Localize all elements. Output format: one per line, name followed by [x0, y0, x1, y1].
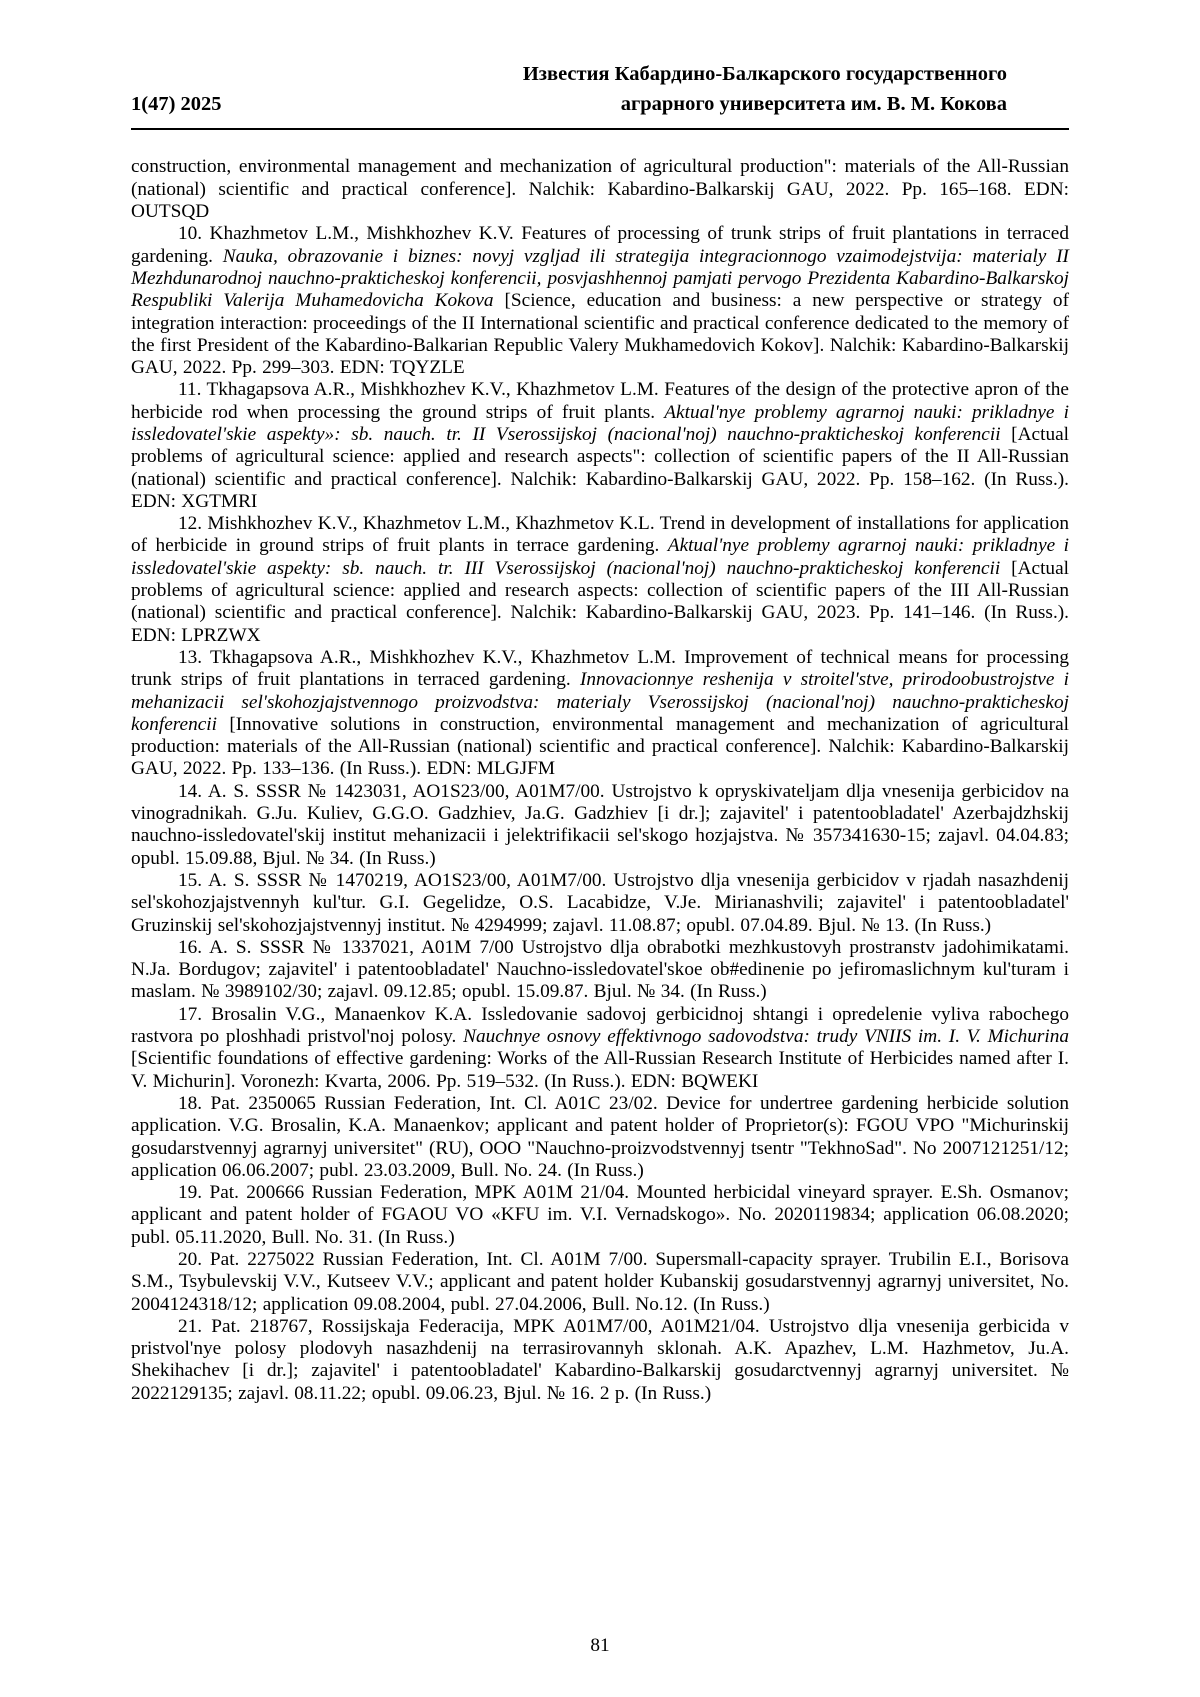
reference-text: 13. Tkhagapsova A.R., Mishkhozhev K.V., Khazhmetov L.M. Improvement of technical means for processing trunk strips of fruit plantations in terraced gardening.: [131, 646, 1069, 691]
journal-title-line2: аграрного университета им. В. М. Кокова: [620, 92, 1007, 115]
source-title-italic: Aktual'nye problemy agrarnoj nauki: prikladnye i issledovatel'skie aspekty: sb. nauch. tr. III Vserossijskoj (nacional'noj) nauchno-prakticheskoj konferencii: [131, 535, 1069, 579]
reference-text: 20. Pat. 2275022 Russian Federation, Int. Cl. A01M 7/00. Supersmall-capacity sprayer. Trubilin E.I., Borisova S.M., Tsybulevskij V.V., Kutseev V.V.; applicant and patent holder Kubanskij gosudarstvennyj agrarnyj universitet, No. 2004124318/12; application 09.08.2004, publ. 27.04.2006, Bull. No.12. (In Russ.): [131, 1248, 1069, 1315]
reference-list: [131, 156, 1069, 1405]
reference-text: 12. Mishkhozhev K.V., Khazhmetov L.M., Khazhmetov K.L. Trend in development of installations for application of herbicide in ground strips of fruit plants in terrace gardening.: [131, 513, 1069, 557]
reference-text: 16. A. S. SSSR № 1337021, A01M 7/00 Ustrojstvo dlja obrabotki mezhkustovyh prostranstv jadohimikatami. N.Ja. Bordugov; zajavitel' i patentoobladatel' Nauchno-issledovatel'skoe ob#edinenie po jefiromaslichnym kul'turam i maslam. № 3989102/30; zajavl. 09.12.85; opubl. 15.09.87. Bjul. № 34. (In Russ.): [131, 936, 1069, 1003]
reference-item: [131, 1316, 1069, 1405]
journal-title-line1: Известия Кабардино-Балкарского государственного: [522, 63, 1007, 85]
reference-item: [131, 1249, 1069, 1316]
journal-title: [523, 60, 1069, 119]
reference-text: 17. Brosalin V.G., Manaenkov K.A. Issledovanie sadovoj gerbicidnoj shtangi i opredelenie vyliva rabochego rastvora po ploshhadi pristvol'noj polosy.: [131, 1003, 1069, 1048]
issue-number: 1(47) 2025: [131, 93, 222, 116]
reference-text: 14. A. S. SSSR № 1423031, AO1S23/00, A01M7/00. Ustrojstvo k opryskivateljam dlja vnesenija gerbicidov na vinogradnikah. G.Ju. Kuliev, G.G.O. Gadzhiev, Ja.G. Gadzhiev [i dr.]; zajavitel' i patentoobladatel' Azerbajdzhskij nauchno-issledovatel'skij institut mehanizacii i jelektrifikacii sel'skogo hozjajstva. № 357341630-15; zajavl. 04.04.83; opubl. 15.09.88, Bjul. № 34. (In Russ.): [131, 780, 1069, 869]
reference-item: [131, 513, 1069, 647]
reference-item: [131, 223, 1069, 379]
reference-item: [131, 1182, 1069, 1249]
reference-text: 11. Tkhagapsova A.R., Mishkhozhev K.V., Khazhmetov L.M. Features of the design of the protective apron of the herbicide rod when processing the ground strips of fruit plants.: [131, 379, 1069, 423]
reference-item: [131, 870, 1069, 937]
paragraph-continuation: [131, 156, 1069, 223]
reference-item: [131, 379, 1069, 513]
reference-text: [Science, education and business: a new perspective or strategy of integration interaction: proceedings of the II International scientific and practical conference dedicated to the memory of the first President of the Kabardino-Balkarian Republic Valery Mukhamedovich Kokov]. Nalchik: Kabardino-Balkarskij GAU, 2022. Pp. 299–303. EDN: TQYZLE: [131, 290, 1069, 379]
reference-text: [Scientific foundations of effective gardening: Works of the All-Russian Research Institute of Herbicides named after I. V. Michurin]. Voronezh: Kvarta, 2006. Pp. 519–532. (In Russ.). EDN: BQWEKI: [131, 1048, 1069, 1092]
reference-item: [131, 781, 1069, 870]
reference-item: [131, 937, 1069, 1004]
source-title-italic: Innovacionnye reshenija v stroitel'stve, prirodoobustrojstve i mehanizacii sel'skohozjajstvennogo proizvodstva: materialy Vserossijskoj (nacional'noj) nauchno-prakticheskoj konferencii: [131, 669, 1069, 735]
reference-text: [Actual problems of agricultural science: applied and research aspects: collection of scientific papers of the III All-Russian (national) scientific and practical conference]. Nalchik: Kabardino-Balkarskij GAU, 2023. Pp. 141–146. (In Russ.). EDN: LPRZWX: [131, 557, 1069, 646]
reference-item: [131, 1093, 1069, 1182]
reference-text: [Innovative solutions in construction, environmental management and mechanization of agricultural production: materials of the All-Russian (national) scientific and practical conference]. Nalchik: Kabardino-Balkarskij GAU, 2022. Pp. 133–136. (In Russ.). EDN: MLGJFM: [131, 713, 1069, 780]
reference-text: 18. Pat. 2350065 Russian Federation, Int. Cl. A01C 23/02. Device for undertree gardening herbicide solution application. V.G. Brosalin, K.A. Manaenkov; applicant and patent holder of Proprietor(s): FGOU VPO "Michurinskij gosudarstvennyj agrarnyj universitet" (RU), OOO "Nauchno-proizvodstvennyj tsentr "TekhnoSad". No 2007121251/12; application 06.06.2007; publ. 23.03.2009, Bull. No. 24. (In Russ.): [131, 1092, 1069, 1181]
reference-text: 15. A. S. SSSR № 1470219, AO1S23/00, A01M7/00. Ustrojstvo dlja vnesenija gerbicidov v rjadah nasazhdenij sel'skohozjajstvennyh kul'tur. G.I. Gegelidze, O.S. Lacabidze, V.Je. Mirianashvili; zajavitel' i patentoobladatel' Gruzinskij sel'skohozjajstvennyj institut. № 4294999; zajavl. 11.08.87; opubl. 07.04.89. Bjul. № 13. (In Russ.): [131, 869, 1069, 936]
header-divider: [131, 128, 1069, 130]
reference-item: [131, 1004, 1069, 1093]
page-header: [131, 60, 1069, 119]
reference-text: 19. Pat. 200666 Russian Federation, MPK A01M 21/04. Mounted herbicidal vineyard sprayer. E.Sh. Osmanov; applicant and patent holder of FGAOU VO «KFU im. V.I. Vernadskogo». No. 2020119834; application 06.08.2020; publ. 05.11.2020, Bull. No. 31. (In Russ.): [131, 1182, 1069, 1248]
reference-text: 10. Khazhmetov L.M., Mishkhozhev K.V. Features of processing of trunk strips of fruit plantations in terraced gardening.: [131, 223, 1069, 267]
source-title-italic: Aktual'nye problemy agrarnoj nauki: prikladnye i issledovatel'skie aspekty»: sb. nauch. tr. II Vserossijskoj (nacional'noj) nauchno-prakticheskoj konferencii: [131, 401, 1069, 445]
reference-text: construction, environmental management and mechanization of agricultural production": materials of the All-Russian (national) scientific and practical conference]. Nalchik: Kabardino-Balkarskij GAU, 2022. Pp. 165–168. EDN: OUTSQD: [131, 156, 1069, 223]
source-title-italic: Nauchnye osnovy effektivnogo sadovodstva: trudy VNIIS im. I. V. Michurina: [463, 1026, 1069, 1048]
page-number: 81: [590, 1635, 610, 1656]
reference-text: [Actual problems of agricultural science: applied and research aspects": collection of scientific papers of the II All-Russian (national) scientific and practical conference]. Nalchik: Kabardino-Balkarskij GAU, 2022. Pp. 158–162. (In Russ.). EDN: XGTMRI: [131, 424, 1069, 512]
reference-item: [131, 647, 1069, 781]
source-title-italic: Nauka, obrazovanie i biznes: novyj vzgljad ili strategija integracionnogo vzaimodejstvija: materialy II Mezhdunarodnoj nauchno-prakticheskoj konferencii, posvjashhennoj pamjati pervogo Prezidenta Kabardino-Balkarskoj Respubliki Valerija Muhamedovicha Kokova: [131, 245, 1069, 312]
reference-text: 21. Pat. 218767, Rossijskaja Federacija, MPK A01M7/00, A01M21/04. Ustrojstvo dlja vnesenija gerbicida v pristvol'nye polosy plodovyh nasazhdenij na terrasirovannyh sklonah. A.K. Apazhev, L.M. Hazhmetov, Ju.A. Shekihachev [i dr.]; zajavitel' i patentoobladatel' Kabardino-Balkarskij gosudarctvennyj agrarnyj universitet. № 2022129135; zajavl. 08.11.22; opubl. 09.06.23, Bjul. № 16. 2 p. (In Russ.): [131, 1315, 1069, 1404]
